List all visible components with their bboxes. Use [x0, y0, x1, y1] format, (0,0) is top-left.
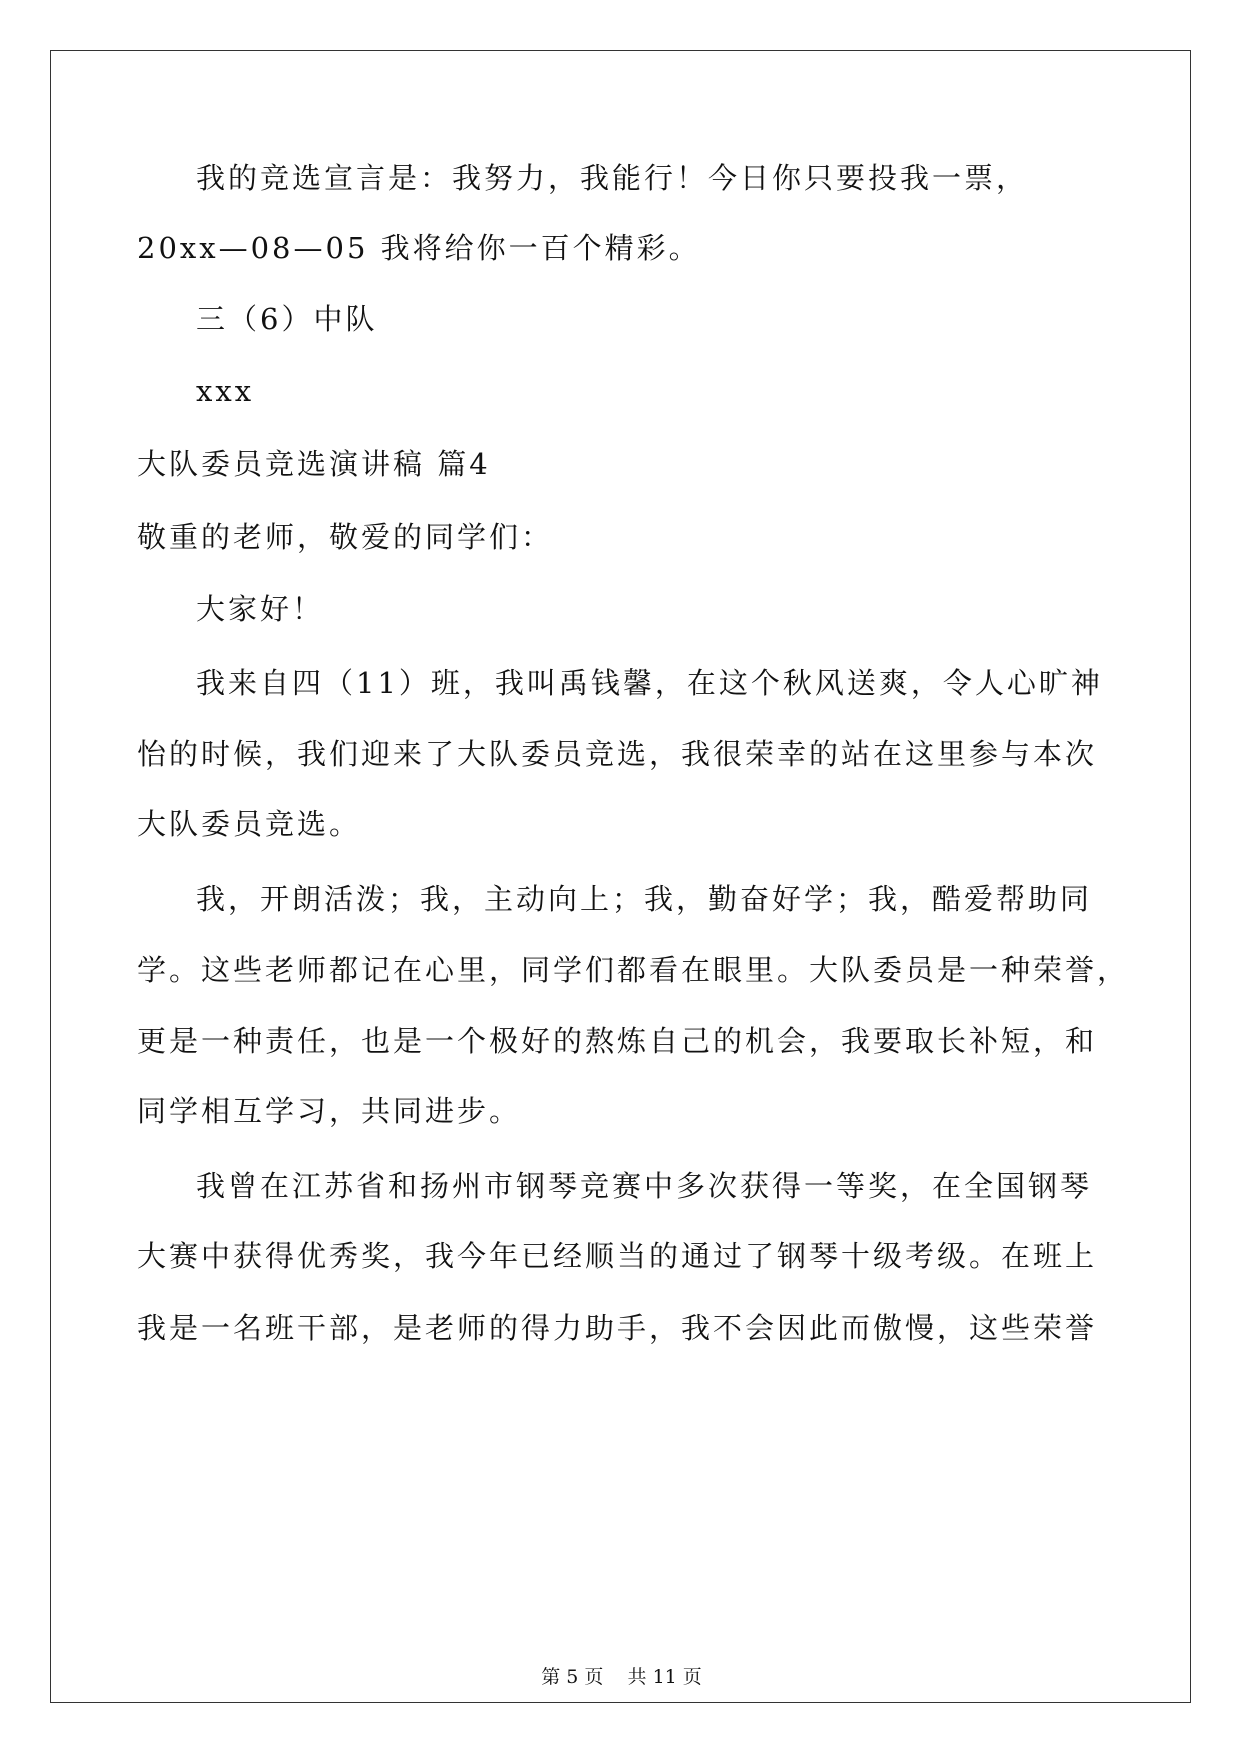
text-line: 我曾在江苏省和扬州市钢琴竞赛中多次获得一等奖，在全国钢琴 — [196, 1169, 1093, 1203]
text-line: 大队委员竞选。 — [137, 807, 362, 841]
section-heading: 大队委员竞选演讲稿 篇4 — [137, 447, 491, 481]
text-line: 我，开朗活泼；我，主动向上；我，勤奋好学；我，酷爱帮助同 — [196, 882, 1093, 916]
text-line: 20xx—08—05 我将给你一百个精彩。 — [137, 231, 701, 265]
text-line: 我是一名班干部，是老师的得力助手，我不会因此而傲慢，这些荣誉 — [137, 1311, 1098, 1345]
text-line: 学。这些老师都记在心里，同学们都看在眼里。大队委员是一种荣誉， — [137, 953, 1130, 987]
text-line: 我的竞选宣言是：我努力，我能行！今日你只要投我一票， — [196, 161, 1029, 195]
salutation: 敬重的老师，敬爱的同学们： — [137, 520, 554, 554]
greeting: 大家好！ — [196, 592, 325, 626]
text-line: 我来自四（11）班，我叫禹钱馨，在这个秋风送爽，令人心旷神 — [196, 666, 1103, 700]
text-line: 同学相互学习，共同进步。 — [137, 1094, 522, 1128]
text-line: 大赛中获得优秀奖，我今年已经顺当的通过了钢琴十级考级。在班上 — [137, 1239, 1098, 1273]
text-line: 怡的时候，我们迎来了大队委员竞选，我很荣幸的站在这里参与本次 — [137, 737, 1098, 771]
page-number: 第 5 页 共 11 页 — [541, 1666, 702, 1688]
page — [50, 50, 1191, 1703]
text-line: 三（6）中队 — [196, 302, 378, 336]
text-line: xxx — [196, 374, 255, 408]
text-line: 更是一种责任，也是一个极好的熬炼自己的机会，我要取长补短，和 — [137, 1024, 1098, 1058]
